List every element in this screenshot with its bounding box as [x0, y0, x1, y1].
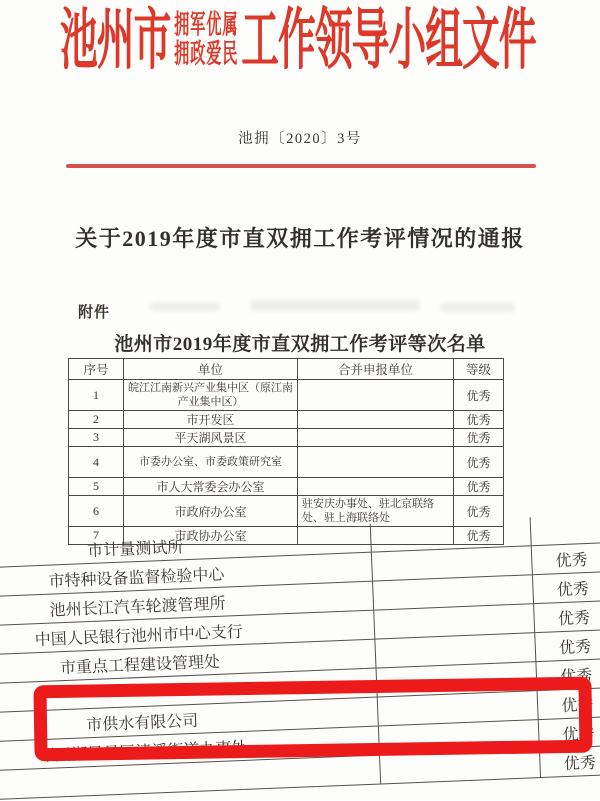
grade-cell: 优秀	[454, 447, 504, 478]
grade-cell	[530, 512, 600, 545]
table-row	[69, 447, 504, 478]
grade-cell: 优秀	[454, 429, 504, 447]
masthead-prefix: 池州市	[60, 2, 171, 78]
document-title: 关于2019年度市直双拥工作考评情况的通报	[75, 226, 525, 251]
masthead-stack-line1: 拥军优属	[174, 9, 239, 41]
table-row	[69, 478, 504, 496]
unit-cell: 市计量测试所	[0, 524, 371, 569]
table-row	[69, 411, 504, 429]
attachment-label: 附件	[78, 305, 111, 321]
grade-cell: 优秀	[535, 657, 600, 691]
document-number: 池拥〔2020〕3号	[238, 131, 362, 147]
unit-cell: 市开发区	[124, 411, 298, 429]
unit-cell: 市重点工程建设管理处	[0, 639, 376, 684]
column-header-2: 合并申报单位	[298, 359, 454, 380]
merged-unit-cell	[298, 411, 454, 429]
unit-cell: 市委办公室、市委政策研究室	[124, 447, 298, 478]
merged-unit-cell	[298, 478, 454, 496]
unit-cell: 中国人民银行池州市中心支行	[0, 610, 374, 655]
red-highlight-box	[33, 677, 592, 762]
unit-cell: 市特种设备监督检验中心	[0, 552, 372, 597]
unit-cell: 市政府办公室	[124, 496, 298, 527]
evaluation-table	[68, 358, 504, 545]
grade-cell: 优秀	[531, 541, 600, 575]
column-header-3: 等级	[454, 359, 504, 380]
unit-cell: 平天湖风景区	[124, 429, 298, 447]
merged-unit-cell	[298, 447, 454, 478]
unit-cell: 平天湖风景区清溪街道办事处	[0, 726, 379, 771]
red-divider-line	[66, 164, 536, 168]
table-title: 池州市2019年度市直双拥工作考评等次名单	[114, 334, 486, 355]
serial-cell: 5	[69, 478, 124, 496]
unit-cell: 市政协办公室	[124, 527, 298, 545]
grade-cell: 优秀	[454, 496, 504, 527]
grade-cell: 优秀	[454, 380, 504, 411]
serial-cell: 3	[69, 429, 124, 447]
grade-cell: 优秀	[454, 527, 504, 545]
masthead-stacked-text	[174, 11, 238, 71]
unit-cell: 池州长江汽车轮渡管理所	[0, 581, 373, 626]
table-row	[69, 429, 504, 447]
grade-cell: 优秀	[538, 715, 600, 749]
bleedthrough-smudge	[250, 300, 420, 311]
serial-cell: 1	[69, 380, 124, 411]
grade-cell: 优秀	[539, 744, 600, 778]
column-header-0: 序号	[69, 359, 124, 380]
table-header-row	[69, 359, 504, 380]
masthead-suffix: 工作领导小组文件	[241, 2, 536, 78]
grade-cell: 优秀	[537, 686, 600, 720]
serial-cell: 6	[69, 496, 124, 527]
grade-cell: 优秀	[534, 628, 600, 662]
unit-cell: 市供水有限公司	[0, 697, 378, 742]
column-header-1: 单位	[124, 359, 298, 380]
merged-unit-cell	[298, 380, 454, 411]
unit-cell: 皖江江南新兴产业集中区（原江南产业集中区）	[124, 380, 298, 411]
serial-cell: 2	[69, 411, 124, 429]
grade-cell: 优秀	[454, 411, 504, 429]
grade-cell: 优秀	[532, 570, 600, 604]
serial-cell: 4	[69, 447, 124, 478]
grade-cell: 优秀	[533, 599, 600, 633]
grade-cell: 优秀	[454, 478, 504, 496]
unit-cell: 市人大常委会办公室	[124, 478, 298, 496]
merged-unit-cell	[298, 429, 454, 447]
table-row	[69, 380, 504, 411]
bleedthrough-smudge	[440, 303, 515, 312]
merged-unit-cell: 驻安庆办事处、驻北京联络处、驻上海联络处	[298, 496, 454, 527]
bleedthrough-smudge	[150, 302, 220, 311]
serial-cell: 7	[69, 527, 124, 545]
document-masthead	[60, 2, 536, 78]
masthead-stack-line2: 拥政爱民	[174, 39, 239, 70]
